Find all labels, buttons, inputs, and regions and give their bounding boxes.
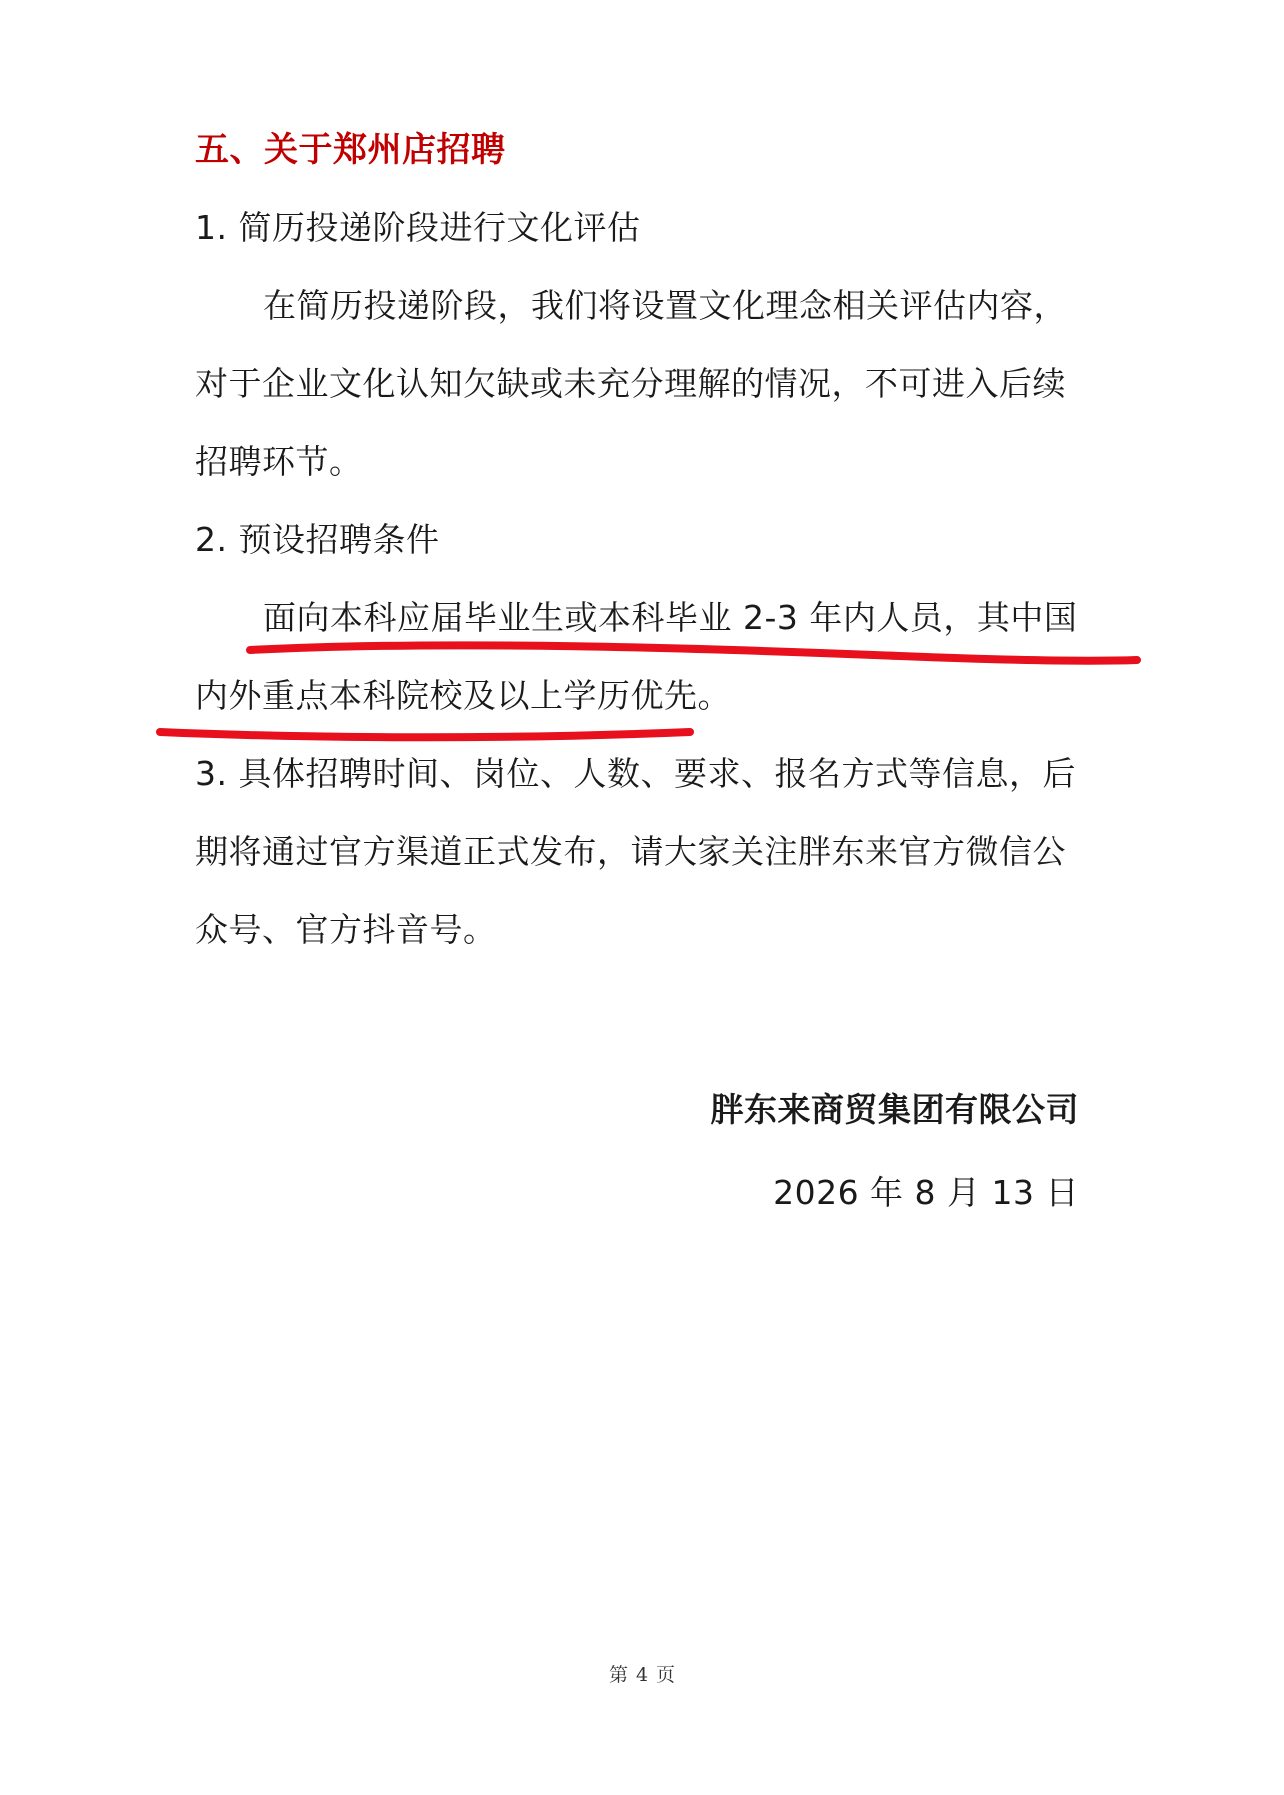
footer-prefix: 第 bbox=[608, 1664, 628, 1686]
red-underline-stroke-1 bbox=[250, 645, 1137, 660]
item-1-paragraph-line-3: 招聘环节。 bbox=[195, 442, 363, 481]
item-2-title: 2. 预设招聘条件 bbox=[195, 520, 440, 559]
signature-date: 2026 年 8 月 13 日 bbox=[773, 1173, 1079, 1212]
item-2-paragraph-line-1: 面向本科应届毕业生或本科毕业 2-3 年内人员，其中国 bbox=[263, 598, 1078, 637]
item-2-paragraph-line-2: 内外重点本科院校及以上学历优先。 bbox=[195, 676, 731, 715]
footer-suffix: 页 bbox=[656, 1664, 676, 1686]
item-3-paragraph-line-1: 期将通过官方渠道正式发布，请大家关注胖东来官方微信公 bbox=[195, 832, 1066, 871]
item-1-paragraph-line-1: 在简历投递阶段，我们将设置文化理念相关评估内容， bbox=[263, 286, 1067, 325]
item-1-paragraph-line-2: 对于企业文化认知欠缺或未充分理解的情况，不可进入后续 bbox=[195, 364, 1066, 403]
footer-page-number: 4 bbox=[635, 1664, 649, 1686]
item-1-title: 1. 简历投递阶段进行文化评估 bbox=[195, 208, 641, 247]
section-heading: 五、关于郑州店招聘 bbox=[195, 130, 506, 170]
item-3-paragraph-line-2: 众号、官方抖音号。 bbox=[195, 910, 497, 949]
signature-company: 胖东来商贸集团有限公司 bbox=[710, 1090, 1079, 1129]
item-3-title: 3. 具体招聘时间、岗位、人数、要求、报名方式等信息，后 bbox=[195, 754, 1076, 793]
page-footer bbox=[0, 1660, 1284, 1687]
red-underline-stroke-2 bbox=[160, 732, 690, 737]
